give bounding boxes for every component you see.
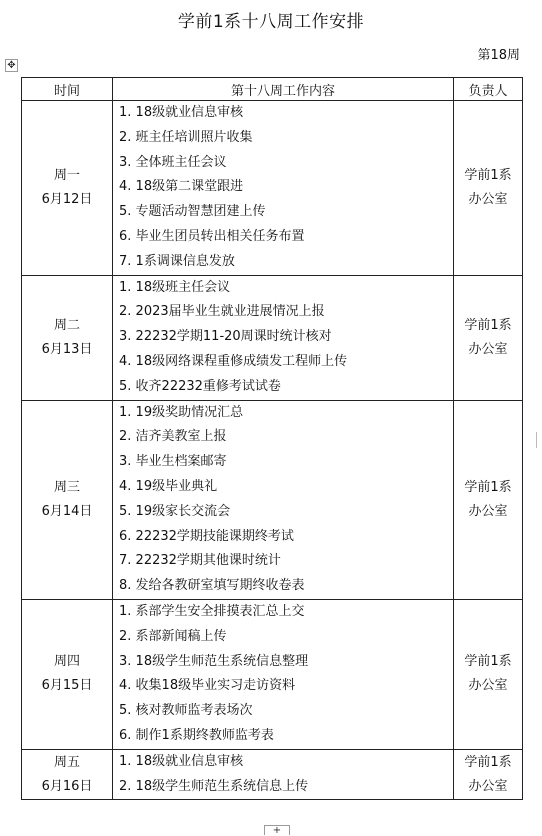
day-row — [22, 275, 523, 400]
weekday-label: 周一 — [53, 167, 80, 183]
task-item — [119, 350, 453, 375]
task-item — [119, 500, 453, 525]
task-number: 5. — [119, 703, 132, 719]
task-item — [119, 225, 453, 250]
task-number: 2. — [119, 429, 132, 445]
day-row — [22, 599, 523, 749]
task-item — [119, 200, 453, 225]
task-list — [113, 600, 453, 749]
task-item — [119, 401, 453, 426]
day-time-cell — [22, 275, 113, 400]
task-item — [119, 126, 453, 151]
task-text: 制作1系期终教师监考表 — [135, 727, 274, 743]
task-number: 3. — [119, 154, 132, 170]
task-text: 18级学生师范生系统信息上传 — [135, 778, 309, 794]
task-item — [119, 175, 453, 200]
day-row — [22, 101, 523, 276]
task-item — [119, 750, 453, 775]
task-number: 1. — [119, 603, 132, 619]
task-number: 3. — [119, 454, 132, 470]
task-text: 1系调课信息发放 — [135, 253, 235, 269]
owner-cell — [454, 599, 523, 749]
task-text: 18级就业信息审核 — [135, 753, 244, 769]
date-label: 6月12日 — [41, 191, 93, 207]
task-number: 7. — [119, 253, 132, 269]
task-text: 收齐22232重修考试试卷 — [135, 378, 281, 394]
task-number: 2. — [119, 778, 132, 794]
task-item — [119, 325, 453, 350]
task-text: 毕业生档案邮寄 — [135, 454, 227, 470]
owner-line-2: 办公室 — [468, 341, 508, 357]
day-time-cell — [22, 599, 113, 749]
day-time-cell — [22, 400, 113, 599]
task-item — [119, 375, 453, 400]
tasks-cell — [113, 275, 454, 400]
header-row — [22, 78, 523, 101]
task-number: 2. — [119, 304, 132, 320]
task-text: 18级网络课程重修成绩发工程师上传 — [135, 353, 348, 369]
task-item — [119, 600, 453, 625]
task-item — [119, 450, 453, 475]
task-text: 18级第二课堂跟进 — [135, 179, 244, 195]
task-item — [119, 475, 453, 500]
weekday-label: 周二 — [53, 317, 80, 333]
task-number: 1. — [119, 105, 132, 120]
plus-icon[interactable]: + — [264, 825, 290, 835]
task-text: 22232学期11-20周课时统计核对 — [135, 329, 332, 345]
task-text: 2023届毕业生就业进展情况上报 — [135, 304, 325, 320]
tasks-cell — [113, 749, 454, 800]
day-row — [22, 400, 523, 599]
task-item — [119, 699, 453, 724]
page-edge-marker — [536, 432, 542, 448]
week-label: 第18周 — [477, 48, 520, 63]
task-item — [119, 775, 453, 800]
task-text: 核对教师监考表场次 — [135, 703, 253, 719]
task-item — [119, 525, 453, 550]
task-number: 2. — [119, 129, 132, 145]
schedule-body — [22, 101, 523, 800]
task-list — [113, 101, 453, 275]
task-text: 19级毕业典礼 — [135, 478, 218, 494]
task-number: 1. — [119, 404, 132, 420]
task-item — [119, 276, 453, 301]
task-text: 收集18级毕业实习走访资料 — [135, 678, 296, 694]
task-text: 发给各教研室填写期终收卷表 — [135, 578, 305, 594]
header-time: 时间 — [22, 78, 113, 101]
day-time-cell — [22, 101, 113, 276]
task-item — [119, 250, 453, 275]
task-item — [119, 101, 453, 126]
task-item — [119, 574, 453, 599]
task-text: 系部新闻稿上传 — [135, 628, 227, 644]
owner-line-2: 办公室 — [468, 778, 508, 794]
task-text: 全体班主任会议 — [135, 154, 227, 170]
task-number: 4. — [119, 678, 132, 694]
task-list — [113, 750, 453, 800]
task-number: 8. — [119, 578, 132, 594]
task-number: 1. — [119, 753, 132, 769]
owner-line-1: 学前1系 — [464, 317, 512, 333]
task-text: 班主任培训照片收集 — [135, 129, 253, 145]
owner-cell — [454, 101, 523, 276]
move-cross-icon[interactable]: ✥ — [5, 59, 18, 72]
task-item — [119, 625, 453, 650]
task-item — [119, 549, 453, 574]
task-text: 22232学期技能课期终考试 — [135, 528, 294, 544]
task-number: 3. — [119, 653, 132, 669]
task-item — [119, 300, 453, 325]
task-item — [119, 425, 453, 450]
task-text: 专题活动智慧团建上传 — [135, 204, 266, 220]
task-number: 2. — [119, 628, 132, 644]
owner-line-1: 学前1系 — [464, 754, 512, 770]
owner-line-1: 学前1系 — [464, 167, 512, 183]
task-number: 6. — [119, 528, 132, 544]
task-item — [119, 724, 453, 749]
tasks-cell — [113, 400, 454, 599]
task-number: 7. — [119, 553, 132, 569]
task-text: 18级学生师范生系统信息整理 — [135, 653, 309, 669]
task-text: 系部学生安全排摸表汇总上交 — [135, 603, 305, 619]
task-text: 19级奖助情况汇总 — [135, 404, 244, 420]
task-text: 19级家长交流会 — [135, 503, 231, 519]
owner-cell — [454, 749, 523, 800]
owner-cell — [454, 400, 523, 599]
weekday-label: 周三 — [53, 479, 80, 495]
day-time-cell — [22, 749, 113, 800]
document-title: 学前1系十八周工作安排 — [177, 12, 365, 32]
task-text: 洁齐美教室上报 — [135, 429, 227, 445]
owner-line-1: 学前1系 — [464, 654, 512, 670]
owner-line-2: 办公室 — [468, 191, 508, 207]
tasks-cell — [113, 599, 454, 749]
task-number: 6. — [119, 727, 132, 743]
task-list — [113, 401, 453, 599]
task-number: 5. — [119, 503, 132, 519]
date-label: 6月13日 — [41, 341, 93, 357]
schedule-table — [21, 77, 523, 800]
task-list — [113, 276, 453, 400]
date-label: 6月16日 — [41, 778, 93, 794]
task-number: 4. — [119, 478, 132, 494]
task-text: 22232学期其他课时统计 — [135, 553, 281, 569]
weekday-label: 周四 — [53, 654, 80, 670]
task-item — [119, 151, 453, 176]
task-item — [119, 650, 453, 675]
task-item — [119, 674, 453, 699]
task-number: 5. — [119, 204, 132, 220]
weekday-label: 周五 — [53, 754, 80, 770]
header-owner: 负责人 — [454, 78, 523, 101]
owner-line-2: 办公室 — [468, 503, 508, 519]
task-number: 5. — [119, 378, 132, 394]
task-text: 18级就业信息审核 — [135, 105, 244, 120]
owner-line-1: 学前1系 — [464, 479, 512, 495]
task-text: 18级班主任会议 — [135, 279, 231, 295]
date-label: 6月15日 — [41, 678, 93, 694]
date-label: 6月14日 — [41, 503, 93, 519]
tasks-cell — [113, 101, 454, 276]
task-number: 6. — [119, 228, 132, 244]
owner-line-2: 办公室 — [468, 678, 508, 694]
owner-cell — [454, 275, 523, 400]
task-text: 毕业生团员转出相关任务布置 — [135, 228, 305, 244]
task-number: 3. — [119, 329, 132, 345]
header-content: 第十八周工作内容 — [113, 78, 454, 101]
task-number: 4. — [119, 179, 132, 195]
task-number: 4. — [119, 353, 132, 369]
day-row — [22, 749, 523, 800]
task-number: 1. — [119, 279, 132, 295]
